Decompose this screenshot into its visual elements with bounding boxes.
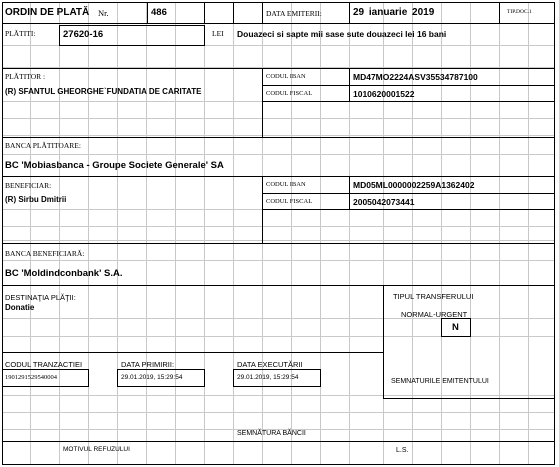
payer-label: PLĂTITOR : xyxy=(5,72,46,81)
transaction-code: 1901291529540004 xyxy=(5,374,57,381)
platiti-label: PLĂTITI: xyxy=(5,29,36,38)
beneficiary-bank-label: BANCA BENEFICIARĂ: xyxy=(5,249,85,258)
payer-name: (R) SFANTUL GHEORGHE`FUNDATIA DE CARITATE xyxy=(5,87,202,96)
amount-in-words: Douazeci si sapte mii sase sute douazeci lei 16 bani xyxy=(237,29,447,39)
issuer-signatures-label: SEMNATURILE EMITENTULUI xyxy=(391,378,489,385)
receive-date-label: DATA PRIMIRII: xyxy=(121,360,175,369)
document-type: TIP.DOC.1 xyxy=(507,9,532,15)
refusal-reason-label: MOTIVUL REFUZULUI xyxy=(63,446,130,453)
bank-signature-label: SEMNĂTURA BĂNCII xyxy=(237,430,306,437)
payer-iban: MD47MO2224ASV35534787100 xyxy=(353,72,478,82)
transfer-mode-label: NORMAL-URGENT xyxy=(401,310,468,319)
order-number: 486 xyxy=(151,7,167,18)
payer-bank-label: BANCA PLĂTITOARE: xyxy=(5,141,81,150)
execution-date: 29.01.2019, 15:29:54 xyxy=(237,374,299,381)
nr-label: Nr. xyxy=(98,8,109,18)
issue-date: 29 ianuarie 2019 xyxy=(353,7,435,18)
beneficiary-fiscal-code: 2005042073441 xyxy=(353,197,415,207)
payer-bank-name: BC 'Mobiasbanca - Groupe Societe Generale' SA xyxy=(5,160,224,171)
currency-label: LEI xyxy=(212,29,224,38)
beneficiary-bank-name: BC 'Moldindconbank' S.A. xyxy=(5,268,123,279)
ls-label: L.S. xyxy=(396,447,409,454)
payer-fiscal-label: CODUL FISCAL xyxy=(266,90,313,97)
beneficiary-name: (R) Sirbu Dmitrii xyxy=(5,195,67,204)
issue-date-label: DATA EMITERII: xyxy=(266,9,322,18)
beneficiary-label: BENEFICIAR: xyxy=(5,181,52,190)
destination-label: DESTINAŢIA PLĂŢII: xyxy=(5,293,76,302)
receive-date: 29.01.2019, 15:29:54 xyxy=(121,374,183,381)
beneficiary-iban-label: CODUL IBAN xyxy=(266,181,306,188)
document-title: ORDIN DE PLATĂ xyxy=(5,7,90,18)
transaction-code-label: CODUL TRANZACTIEI xyxy=(5,360,83,369)
execution-date-label: DATA EXECUTĂRII xyxy=(237,360,303,369)
transfer-type-label: TIPUL TRANSFERULUI xyxy=(393,292,474,301)
amount-value: 27620-16 xyxy=(63,29,104,40)
payer-fiscal-code: 1010620001522 xyxy=(353,89,415,99)
transfer-mode-value: N xyxy=(452,322,459,333)
beneficiary-fiscal-label: CODUL FISCAL xyxy=(266,198,313,205)
beneficiary-iban: MD05ML0000002259A1362402 xyxy=(353,180,475,190)
destination-value: Donatie xyxy=(5,303,35,312)
payer-iban-label: CODUL IBAN xyxy=(266,73,306,80)
